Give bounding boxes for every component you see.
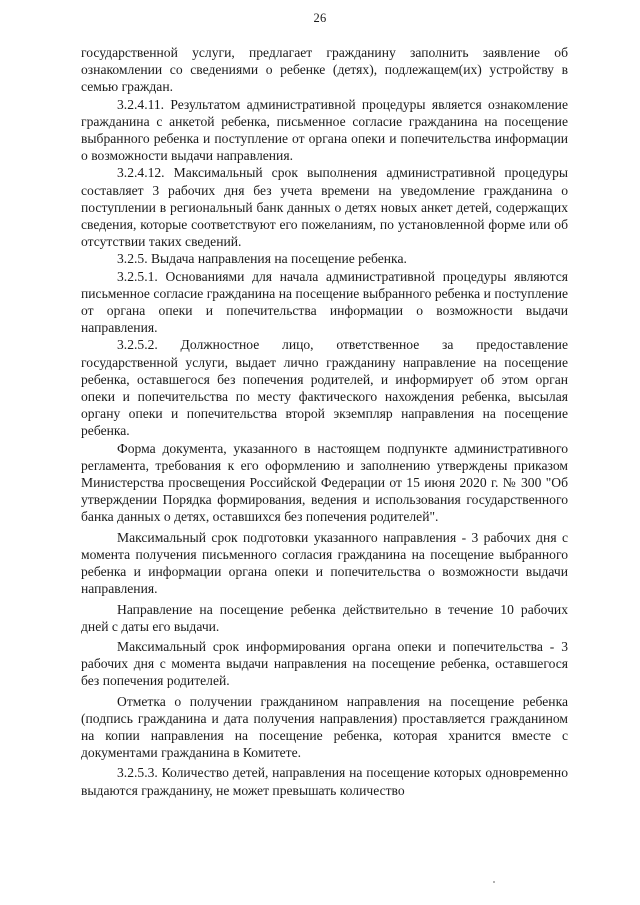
paragraph-3-2-5-3: 3.2.5.3. Количество детей, направления на посещение которых одновременно выдаются гражданину, не может превышать количество — [81, 765, 568, 798]
paragraph-3-2-4-12: 3.2.4.12. Максимальный срок выполнения административной процедуры составляет 3 рабочих дня без учета времени на уведомление гражданина о поступлении в региональный банк данных о детях новых анкет детей, содержащих сведения, которые соответствуют его пожеланиям, по установленной форме или об отсутствии таких сведений. — [81, 165, 568, 250]
paragraph-max-informing-term: Максимальный срок информирования органа опеки и попечительства - 3 рабочих дня с момента выдачи направления на посещение ребенка, оставшегося без попечения родителей. — [81, 638, 568, 689]
document-body — [81, 44, 568, 799]
paragraph-max-preparation-term: Максимальный срок подготовки указанного направления - 3 рабочих дня с момента получения письменного согласия гражданина на посещение выбранного ребенка и информации органа опеки и попечительства о возможности выдачи направления. — [81, 529, 568, 597]
paragraph-3-2-5-2: 3.2.5.2. Должностное лицо, ответственное за предоставление государственной услуги, выдает лично гражданину направление на посещение ребенка, оставшегося без попечения родителей, и информирует об этом орган опеки и попечительства по месту фактического нахождения ребенка, высылая органу опеки и попечительства второй экземпляр направления на посещение ребенка. — [81, 337, 568, 439]
scan-artifact — [493, 881, 495, 883]
paragraph-continuation: государственной услуги, предлагает гражданину заполнить заявление об ознакомлении со сведениями о ребенке (детях), подлежащем(их) устройству в семью граждан. — [81, 45, 568, 95]
page-number: 26 — [313, 11, 327, 25]
section-heading-3-2-5: 3.2.5. Выдача направления на посещение ребенка. — [117, 251, 407, 267]
paragraph-validity-term: Направление на посещение ребенка действительно в течение 10 рабочих дней с даты его выдачи. — [81, 601, 568, 634]
paragraph-form-document: Форма документа, указанного в настоящем подпункте административного регламента, требования к его оформлению и заполнению утверждены приказом Министерства просвещения Российской Федерации от 15 июня 2020 г. № 300 "Об утверждении Порядка формирования, ведения и использования государственного банка данных о детях, оставшихся без попечения родителей". — [81, 440, 568, 525]
paragraph-receipt-mark: Отметка о получении гражданином направления на посещение ребенка (подпись гражданина и дата получения направления) проставляется гражданином на копии направления на посещение ребенка, которая хранится вместе с документами гражданина в Комитете. — [81, 693, 568, 761]
paragraph-3-2-4-11: 3.2.4.11. Результатом административной процедуры является ознакомление гражданина с анкетой ребенка, письменное согласие гражданина на посещение выбранного ребенка и поступление от органа опеки и попечительства информации о возможности выдачи направления. — [81, 96, 568, 164]
paragraph-3-2-5-1: 3.2.5.1. Основаниями для начала административной процедуры являются письменное согласие гражданина на посещение выбранного ребенка и поступление от органа опеки и попечительства информации о возможности выдачи направления. — [81, 268, 568, 336]
